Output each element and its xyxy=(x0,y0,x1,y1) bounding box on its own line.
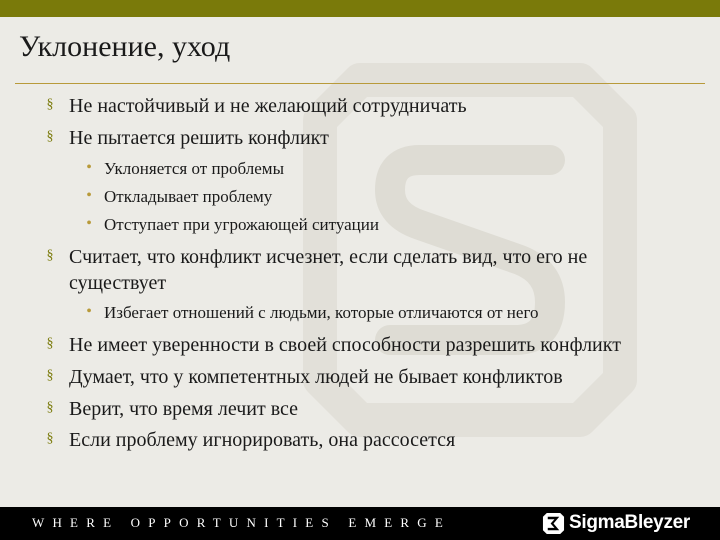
bullet-item xyxy=(46,95,467,118)
bullet-item xyxy=(46,398,299,421)
bullet-item xyxy=(46,429,456,452)
bullet-text-continuation: существует xyxy=(69,272,167,294)
section-bullet-icon: § xyxy=(46,400,54,415)
sub-bullet-item xyxy=(86,159,284,179)
footer-tagline: WHERE OPPORTUNITIES EMERGE xyxy=(32,515,451,530)
slide-title: Уклонение, уход xyxy=(19,30,231,63)
bullet-item xyxy=(46,127,329,150)
bullet-text: Не настойчивый и не желающий сотрудничать xyxy=(69,95,467,117)
footer-bar xyxy=(0,507,720,540)
logo-wordmark: SigmaBleyzer xyxy=(569,512,691,533)
section-bullet-icon: § xyxy=(46,97,54,112)
section-bullet-icon: § xyxy=(46,431,54,446)
sub-bullet-text: Откладывает проблему xyxy=(104,187,273,206)
bullet-text: Не имеет уверенности в своей способности разрешить конфликт xyxy=(69,334,621,356)
section-bullet-icon: § xyxy=(46,248,54,263)
sigma-logo-icon xyxy=(542,512,565,535)
bullet-item xyxy=(46,246,588,269)
section-bullet-icon: § xyxy=(46,368,54,383)
dot-bullet-icon: • xyxy=(86,187,92,204)
bullet-text: Считает, что конфликт исчезнет, если сделать вид, что его не xyxy=(69,246,588,268)
bullet-text: Если проблему игнорировать, она рассосется xyxy=(69,429,456,451)
section-bullet-icon: § xyxy=(46,336,54,351)
dot-bullet-icon: • xyxy=(86,215,92,232)
sub-bullet-text: Уклоняется от проблемы xyxy=(104,159,284,178)
bullet-continuation xyxy=(69,272,166,295)
sub-bullet-item xyxy=(86,215,379,235)
bullet-item xyxy=(46,366,563,389)
sub-bullet-item xyxy=(86,187,273,207)
section-bullet-icon: § xyxy=(46,129,54,144)
bullet-text: Думает, что у компетентных людей не бывает конфликтов xyxy=(69,366,563,388)
bullet-item xyxy=(46,334,621,357)
bullet-text: Не пытается решить конфликт xyxy=(69,127,329,149)
dot-bullet-icon: • xyxy=(86,159,92,176)
sub-bullet-item xyxy=(86,303,539,323)
bullet-text: Верит, что время лечит все xyxy=(69,398,299,420)
dot-bullet-icon: • xyxy=(86,303,92,320)
sub-bullet-text: Избегает отношений с людьми, которые отличаются от него xyxy=(104,303,539,322)
sub-bullet-text: Отступает при угрожающей ситуации xyxy=(104,215,379,234)
